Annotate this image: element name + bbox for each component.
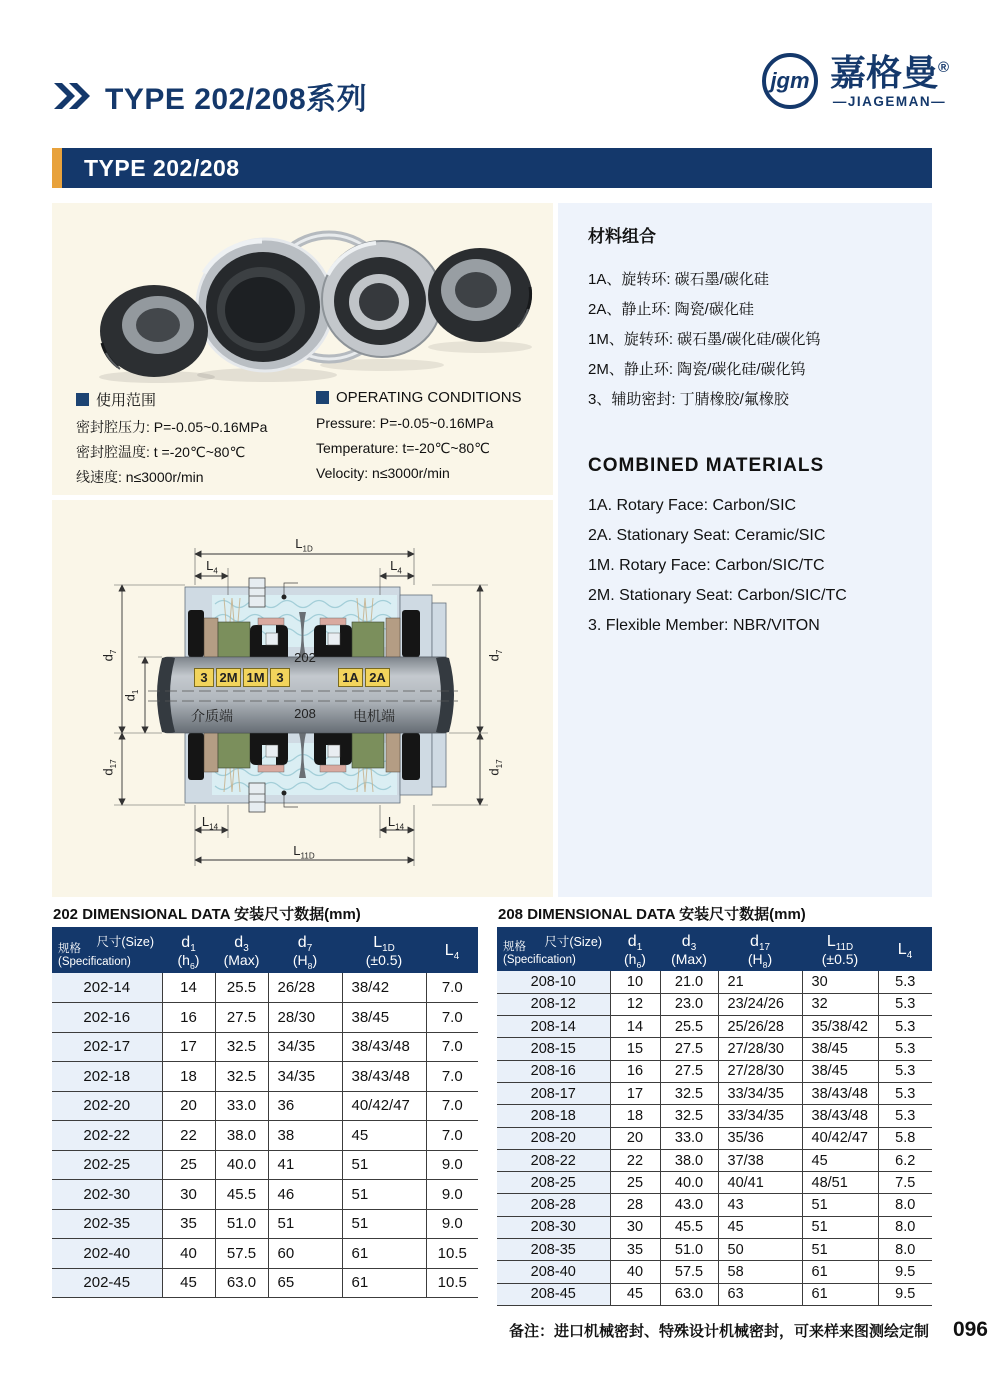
corner-spec-line1: 规格 (503, 941, 526, 953)
pressure-line-cn: 密封腔压力: P=-0.05~0.16MPa (76, 419, 268, 435)
value-cell: 28 (610, 1194, 660, 1216)
value-cell: 16 (610, 1060, 660, 1082)
value-cell: 60 (268, 1239, 342, 1269)
value-cell: 38/45 (802, 1060, 878, 1082)
value-cell: 7.5 (878, 1172, 932, 1194)
table-row (52, 1239, 478, 1269)
value-cell: 9.0 (426, 1209, 478, 1239)
corner-size-label: 尺寸(Size) (96, 935, 154, 949)
spec-cell: 202-22 (52, 1121, 162, 1151)
material-item: 2A、静止环: 陶瓷/碳化硅 (588, 301, 754, 318)
column-header: $d_1$ $(h_6)$ (610, 927, 660, 971)
spec-cell: 208-35 (497, 1239, 610, 1261)
dim-label-L4-left: $L_4$ (206, 558, 218, 576)
value-cell: 61 (802, 1283, 878, 1305)
value-cell: 27.5 (215, 1003, 268, 1033)
spec-cell: 208-25 (497, 1172, 610, 1194)
column-header: $L_4$ (426, 927, 478, 973)
corner-spec-line2: (Specification) (58, 956, 131, 968)
materials-heading-en: COMBINED MATERIALS (588, 455, 825, 476)
value-cell: 61 (342, 1239, 426, 1269)
material-item: 3、辅助密封: 丁腈橡胶/氟橡胶 (588, 391, 789, 408)
motor-side-label: 电机端 (353, 708, 395, 724)
dim-label-L11D: $L_{11D}$ (293, 843, 315, 861)
spec-cell: 202-14 (52, 973, 162, 1003)
value-cell: 17 (162, 1032, 215, 1062)
value-cell: 7.0 (426, 1032, 478, 1062)
value-cell: 45 (610, 1283, 660, 1305)
value-cell: 40 (610, 1261, 660, 1283)
value-cell: 51 (802, 1239, 878, 1261)
value-cell: 30 (802, 971, 878, 993)
value-cell: 9.5 (878, 1261, 932, 1283)
value-cell: 65 (268, 1268, 342, 1298)
value-cell: 33.0 (215, 1091, 268, 1121)
value-cell: 33/34/35 (718, 1105, 802, 1127)
spec-cell: 208-30 (497, 1216, 610, 1238)
value-cell: 8.0 (878, 1239, 932, 1261)
column-header: $d_1$ $(h_6)$ (162, 927, 215, 973)
spec-cell: 202-16 (52, 1003, 162, 1033)
table-208-title: 208 DIMENSIONAL DATA 安装尺寸数据(mm) (498, 906, 806, 923)
corner-header (497, 927, 610, 971)
value-cell: 45 (718, 1216, 802, 1238)
value-cell: 25 (610, 1172, 660, 1194)
part-label-2A: 2A (365, 668, 390, 687)
value-cell: 25 (162, 1150, 215, 1180)
value-cell: 17 (610, 1082, 660, 1104)
column-header: $L_4$ (878, 927, 932, 971)
value-cell: 51 (802, 1194, 878, 1216)
value-cell: 10 (610, 971, 660, 993)
velocity-line-cn: 线速度: n≤3000r/min (76, 469, 204, 485)
value-cell: 38 (268, 1121, 342, 1151)
value-cell: 32 (802, 993, 878, 1015)
table-202-title: 202 DIMENSIONAL DATA 安装尺寸数据(mm) (53, 906, 361, 923)
temperature-line-en: Temperature: t=-20℃~80℃ (316, 440, 490, 456)
table-row (52, 1062, 478, 1092)
value-cell: 38/43/48 (342, 1032, 426, 1062)
page-header (54, 74, 367, 118)
table-row (497, 1172, 932, 1194)
table-row (52, 1209, 478, 1239)
value-cell: 30 (162, 1180, 215, 1210)
value-cell: 38.0 (215, 1121, 268, 1151)
part-label-2M: 2M (216, 668, 241, 687)
table-row (497, 1283, 932, 1305)
column-header: $d_3$ (Max) (215, 927, 268, 973)
material-item: 3. Flexible Member: NBR/VITON (588, 617, 820, 634)
value-cell: 40/42/47 (342, 1091, 426, 1121)
value-cell: 9.0 (426, 1180, 478, 1210)
velocity-line-en: Velocity: n≤3000r/min (316, 465, 450, 481)
value-cell: 57.5 (215, 1239, 268, 1269)
corner-spec-label (503, 941, 576, 967)
value-cell: 26/28 (268, 973, 342, 1003)
dim-label-L4-right: $L_4$ (390, 558, 402, 576)
value-cell: 21 (718, 971, 802, 993)
footer-note: 备注：进口机械密封、特殊设计机械密封，可来样来图测绘定制 (508, 1323, 929, 1340)
part-label-1M: 1M (243, 668, 268, 687)
value-cell: 15 (610, 1038, 660, 1060)
value-cell: 23.0 (660, 993, 718, 1015)
table-row (497, 993, 932, 1015)
value-cell: 10.5 (426, 1268, 478, 1298)
brand-logo (762, 48, 949, 109)
value-cell: 51 (802, 1216, 878, 1238)
material-item: 1M、旋转环: 碳石墨/碳化硅/碳化钨 (588, 331, 821, 348)
value-cell: 5.3 (878, 1082, 932, 1104)
value-cell: 36 (268, 1091, 342, 1121)
table-row (52, 1268, 478, 1298)
spec-cell: 208-28 (497, 1194, 610, 1216)
technical-drawing-panel (52, 500, 553, 897)
value-cell: 45 (342, 1121, 426, 1151)
spec-cell: 202-25 (52, 1150, 162, 1180)
dim-label-L14-left: $L_{14}$ (201, 814, 219, 832)
column-header: $L_{11D}$ (±0.5) (802, 927, 878, 971)
table-202-section (52, 903, 478, 1298)
value-cell: 32.5 (215, 1032, 268, 1062)
value-cell: 25.5 (215, 973, 268, 1003)
spec-cell: 208-20 (497, 1127, 610, 1149)
page-number: 096 (952, 1318, 988, 1341)
material-item: 1A、旋转环: 碳石墨/碳化硅 (588, 271, 769, 288)
value-cell: 38/43/48 (342, 1062, 426, 1092)
page-footer (509, 1318, 988, 1342)
value-cell: 51 (342, 1180, 426, 1210)
material-item: 1A. Rotary Face: Carbon/SIC (588, 497, 797, 514)
table-row (497, 1060, 932, 1082)
value-cell: 57.5 (660, 1261, 718, 1283)
value-cell: 27.5 (660, 1038, 718, 1060)
table-row (52, 1003, 478, 1033)
value-cell: 5.3 (878, 1060, 932, 1082)
value-cell: 40 (162, 1239, 215, 1269)
logo-english-name: —JIAGEMAN— (832, 94, 947, 109)
part-label-3-right: 3 (270, 668, 290, 687)
operating-heading-en (316, 389, 522, 406)
table-row (52, 973, 478, 1003)
value-cell: 38/45 (342, 1003, 426, 1033)
table-row (497, 1105, 932, 1127)
value-cell: 9.5 (878, 1283, 932, 1305)
operating-heading-en-label: OPERATING CONDITIONS (336, 389, 522, 406)
table-row (497, 1149, 932, 1171)
value-cell: 28/30 (268, 1003, 342, 1033)
seal-type-208-label: 208 (294, 706, 316, 721)
value-cell: 25.5 (660, 1016, 718, 1038)
value-cell: 38/45 (802, 1038, 878, 1060)
usage-conditions-cn (76, 389, 267, 490)
corner-spec-line2: (Specification) (503, 954, 576, 966)
value-cell: 8.0 (878, 1194, 932, 1216)
table-208-section (497, 903, 932, 1306)
media-side-label: 介质端 (191, 708, 233, 724)
value-cell: 45.5 (215, 1180, 268, 1210)
materials-heading-cn: 材料组合 (588, 227, 656, 246)
table-row (52, 1032, 478, 1062)
value-cell: 8.0 (878, 1216, 932, 1238)
table-202 (52, 927, 478, 1298)
value-cell: 7.0 (426, 973, 478, 1003)
column-header: $d_3$ (Max) (660, 927, 718, 971)
table-row (52, 1091, 478, 1121)
table-row (497, 1261, 932, 1283)
material-item: 1M. Rotary Face: Carbon/SIC/TC (588, 557, 825, 574)
value-cell: 7.0 (426, 1121, 478, 1151)
table-row (497, 971, 932, 993)
spec-cell: 202-35 (52, 1209, 162, 1239)
table-row (497, 1239, 932, 1261)
value-cell: 51 (268, 1209, 342, 1239)
spec-cell: 202-20 (52, 1091, 162, 1121)
square-bullet-icon (76, 393, 89, 406)
table-row (497, 1082, 932, 1104)
corner-spec-line1: 规格 (58, 943, 81, 955)
value-cell: 38/43/48 (802, 1105, 878, 1127)
material-item: 2M、静止环: 陶瓷/碳化硅/碳化钨 (588, 361, 806, 378)
operating-conditions-en (316, 389, 522, 486)
spec-cell: 208-22 (497, 1149, 610, 1171)
materials-panel (558, 203, 932, 897)
page-title: TYPE 202/208系列 (105, 83, 368, 116)
value-cell: 27.5 (660, 1060, 718, 1082)
materials-list-en (588, 491, 932, 641)
value-cell: 20 (610, 1127, 660, 1149)
value-cell: 32.5 (660, 1082, 718, 1104)
value-cell: 63 (718, 1283, 802, 1305)
value-cell: 6.2 (878, 1149, 932, 1171)
value-cell: 22 (162, 1121, 215, 1151)
corner-spec-label (58, 943, 131, 969)
spec-cell: 208-45 (497, 1283, 610, 1305)
value-cell: 63.0 (215, 1268, 268, 1298)
material-item: 2M. Stationary Seat: Carbon/SIC/TC (588, 587, 847, 604)
dim-label-d17-right: $d_{17}$ (486, 759, 505, 776)
spec-cell: 202-18 (52, 1062, 162, 1092)
value-cell: 25/26/28 (718, 1016, 802, 1038)
logo-jgm-circle: jgm (762, 53, 818, 109)
part-label-3-left: 3 (194, 668, 214, 687)
table-row (497, 1216, 932, 1238)
dim-label-d7-right: $d_7$ (486, 649, 505, 662)
part-label-1A: 1A (338, 668, 363, 687)
column-header: $d_{17}$ $(H_8)$ (718, 927, 802, 971)
double-chevron-icon (54, 82, 94, 110)
value-cell: 34/35 (268, 1032, 342, 1062)
corner-header (52, 927, 162, 973)
table-208 (497, 927, 932, 1306)
value-cell: 5.3 (878, 971, 932, 993)
value-cell: 34/35 (268, 1062, 342, 1092)
usage-heading-cn-label: 使用范围 (96, 392, 157, 409)
value-cell: 43.0 (660, 1194, 718, 1216)
usage-heading-cn (76, 389, 267, 410)
spec-cell: 202-30 (52, 1180, 162, 1210)
table-row (52, 1121, 478, 1151)
value-cell: 40/41 (718, 1172, 802, 1194)
spec-cell: 208-10 (497, 971, 610, 993)
value-cell: 35 (162, 1209, 215, 1239)
value-cell: 45 (802, 1149, 878, 1171)
square-bullet-icon (316, 391, 329, 404)
spec-cell: 208-17 (497, 1082, 610, 1104)
value-cell: 35/36 (718, 1127, 802, 1149)
seal-product-photo (52, 209, 553, 389)
value-cell: 5.3 (878, 1016, 932, 1038)
table-row (497, 1038, 932, 1060)
value-cell: 45 (162, 1268, 215, 1298)
value-cell: 37/38 (718, 1149, 802, 1171)
value-cell: 38/43/48 (802, 1082, 878, 1104)
logo-chinese-name: 嘉格曼 (830, 52, 939, 93)
table-row (497, 1194, 932, 1216)
value-cell: 50 (718, 1239, 802, 1261)
value-cell: 7.0 (426, 1003, 478, 1033)
value-cell: 27/28/30 (718, 1038, 802, 1060)
value-cell: 48/51 (802, 1172, 878, 1194)
value-cell: 46 (268, 1180, 342, 1210)
dim-label-d17-left: $d_{17}$ (100, 759, 119, 776)
value-cell: 16 (162, 1003, 215, 1033)
header-row (52, 927, 478, 973)
value-cell: 51 (342, 1150, 426, 1180)
value-cell: 35 (610, 1239, 660, 1261)
spec-cell: 208-15 (497, 1038, 610, 1060)
value-cell: 5.3 (878, 1105, 932, 1127)
value-cell: 41 (268, 1150, 342, 1180)
spec-cell: 202-17 (52, 1032, 162, 1062)
column-header: $L_{1D}$ (±0.5) (342, 927, 426, 973)
seal-type-202-label: 202 (294, 650, 316, 665)
section-banner (52, 148, 932, 188)
value-cell: 18 (162, 1062, 215, 1092)
product-photo-panel (52, 203, 553, 495)
value-cell: 5.3 (878, 1038, 932, 1060)
value-cell: 22 (610, 1149, 660, 1171)
value-cell: 32.5 (215, 1062, 268, 1092)
value-cell: 63.0 (660, 1283, 718, 1305)
dim-label-d7-left: $d_7$ (100, 649, 119, 662)
table-row (497, 1016, 932, 1038)
value-cell: 38/42 (342, 973, 426, 1003)
value-cell: 40.0 (215, 1150, 268, 1180)
value-cell: 32.5 (660, 1105, 718, 1127)
spec-cell: 208-18 (497, 1105, 610, 1127)
value-cell: 21.0 (660, 971, 718, 993)
value-cell: 45.5 (660, 1216, 718, 1238)
value-cell: 43 (718, 1194, 802, 1216)
value-cell: 35/38/42 (802, 1016, 878, 1038)
value-cell: 9.0 (426, 1150, 478, 1180)
header-row (497, 927, 932, 971)
dim-label-L14-right: $L_{14}$ (387, 814, 405, 832)
value-cell: 5.3 (878, 993, 932, 1015)
spec-cell: 208-40 (497, 1261, 610, 1283)
value-cell: 33.0 (660, 1127, 718, 1149)
spec-cell: 208-16 (497, 1060, 610, 1082)
value-cell: 33/34/35 (718, 1082, 802, 1104)
table-row (497, 1127, 932, 1149)
value-cell: 61 (342, 1268, 426, 1298)
table-row (52, 1180, 478, 1210)
value-cell: 51.0 (215, 1209, 268, 1239)
dim-label-d1: $d_1$ (122, 689, 141, 702)
value-cell: 14 (162, 973, 215, 1003)
column-header: $d_7$ $(H_8)$ (268, 927, 342, 973)
spec-cell: 208-12 (497, 993, 610, 1015)
value-cell: 38.0 (660, 1149, 718, 1171)
value-cell: 7.0 (426, 1062, 478, 1092)
temperature-line-cn: 密封腔温度: t =-20℃~80℃ (76, 444, 246, 460)
value-cell: 30 (610, 1216, 660, 1238)
value-cell: 40/42/47 (802, 1127, 878, 1149)
value-cell: 5.8 (878, 1127, 932, 1149)
value-cell: 10.5 (426, 1239, 478, 1269)
table-row (52, 1150, 478, 1180)
materials-list-cn (588, 265, 932, 415)
value-cell: 40.0 (660, 1172, 718, 1194)
value-cell: 58 (718, 1261, 802, 1283)
value-cell: 61 (802, 1261, 878, 1283)
value-cell: 23/24/26 (718, 993, 802, 1015)
material-item: 2A. Stationary Seat: Ceramic/SIC (588, 527, 826, 544)
spec-cell: 208-14 (497, 1016, 610, 1038)
section-banner-label: TYPE 202/208 (84, 154, 240, 181)
dim-label-L1D: $L_{1D}$ (295, 536, 313, 554)
value-cell: 14 (610, 1016, 660, 1038)
spec-cell: 202-45 (52, 1268, 162, 1298)
value-cell: 7.0 (426, 1091, 478, 1121)
registered-mark: ® (938, 59, 950, 76)
pressure-line-en: Pressure: P=-0.05~0.16MPa (316, 415, 494, 431)
value-cell: 20 (162, 1091, 215, 1121)
value-cell: 12 (610, 993, 660, 1015)
value-cell: 51 (342, 1209, 426, 1239)
value-cell: 18 (610, 1105, 660, 1127)
value-cell: 27/28/30 (718, 1060, 802, 1082)
corner-size-label: 尺寸(Size) (544, 935, 602, 949)
value-cell: 51.0 (660, 1239, 718, 1261)
spec-cell: 202-40 (52, 1239, 162, 1269)
logo-wordmark (830, 48, 949, 109)
